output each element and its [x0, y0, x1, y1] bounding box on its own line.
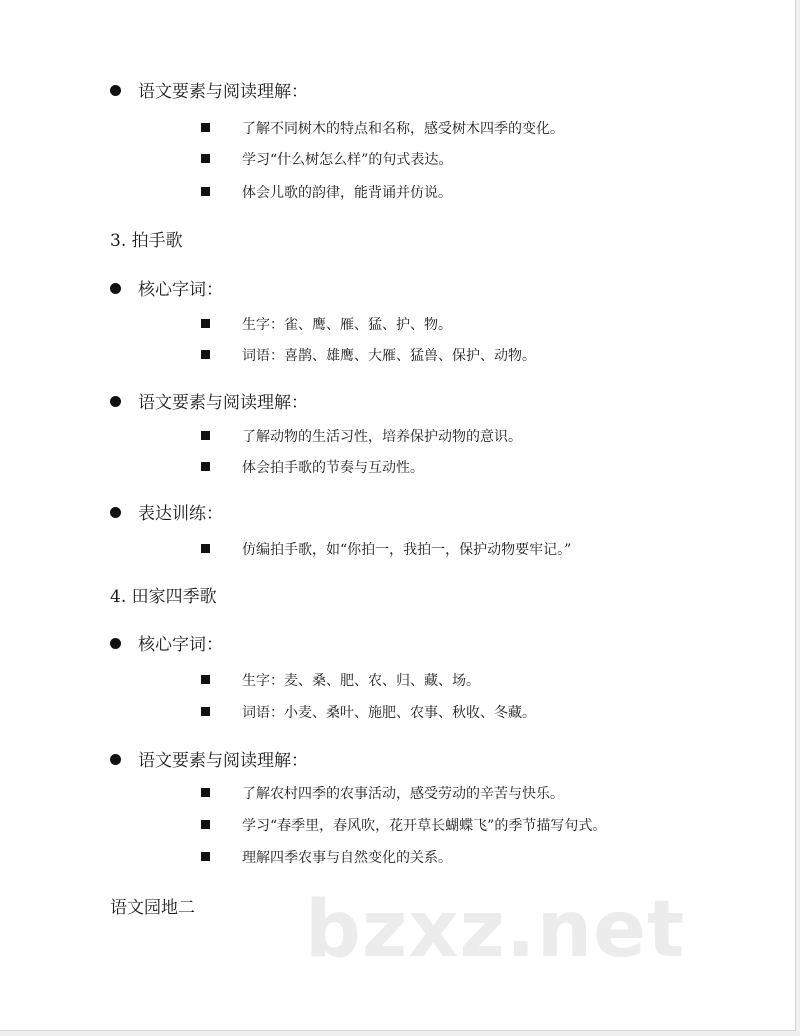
- sub-bullet-item: [201, 787, 564, 801]
- section-heading: [110, 897, 195, 918]
- watermark: bzxz.net: [305, 885, 686, 975]
- bullet-item: [110, 634, 223, 655]
- square-bullet-icon: [201, 431, 210, 440]
- line-text: 语文园地二: [110, 897, 195, 918]
- line-text: 核心字词：: [138, 634, 223, 655]
- sub-bullet-item: [201, 153, 452, 167]
- line-text: 理解四季农事与自然变化的关系。: [242, 850, 452, 866]
- line-text: 3. 拍手歌: [110, 230, 183, 251]
- square-bullet-icon: [201, 852, 210, 861]
- sub-bullet-item: [201, 430, 522, 444]
- bullet-dot-icon: [110, 396, 121, 407]
- bullet-dot-icon: [110, 283, 121, 294]
- sub-bullet-item: [201, 706, 536, 720]
- line-text: 了解不同树木的特点和名称，感受树木四季的变化。: [242, 121, 564, 137]
- bullet-item: [110, 503, 223, 524]
- line-text: 词语：小麦、桑叶、施肥、农事、秋收、冬藏。: [242, 705, 536, 721]
- square-bullet-icon: [201, 319, 210, 328]
- line-text: 学习“春季里，春风吹，花开草长蝴蝶飞”的季节描写句式。: [242, 818, 607, 834]
- square-bullet-icon: [201, 707, 210, 716]
- sub-bullet-item: [201, 461, 424, 475]
- sub-bullet-item: [201, 674, 480, 688]
- line-text: 表达训练：: [138, 503, 223, 524]
- sub-bullet-item: [201, 186, 452, 200]
- bullet-dot-icon: [110, 754, 121, 765]
- square-bullet-icon: [201, 544, 210, 553]
- sub-bullet-item: [201, 543, 571, 557]
- line-text: 了解动物的生活习性，培养保护动物的意识。: [242, 429, 522, 445]
- square-bullet-icon: [201, 675, 210, 684]
- line-text: 体会拍手歌的节奏与互动性。: [242, 460, 424, 476]
- square-bullet-icon: [201, 350, 210, 359]
- line-text: 仿编拍手歌，如“你拍一，我拍一，保护动物要牢记。”: [242, 542, 572, 558]
- bullet-item: [110, 750, 308, 771]
- line-text: 生字：麦、桑、肥、农、归、藏、场。: [242, 673, 480, 689]
- square-bullet-icon: [201, 788, 210, 797]
- line-text: 词语：喜鹊、雄鹰、大雁、猛兽、保护、动物。: [242, 348, 536, 364]
- line-text: 语文要素与阅读理解：: [138, 81, 308, 102]
- line-text: 了解农村四季的农事活动，感受劳动的辛苦与快乐。: [242, 786, 564, 802]
- square-bullet-icon: [201, 462, 210, 471]
- line-text: 体会儿歌的韵律，能背诵并仿说。: [242, 185, 452, 201]
- line-text: 生字：雀、鹰、雁、猛、护、物。: [242, 317, 452, 333]
- bullet-item: [110, 392, 308, 413]
- section-heading: [110, 586, 217, 607]
- line-text: 核心字词：: [138, 279, 223, 300]
- square-bullet-icon: [201, 123, 210, 132]
- sub-bullet-item: [201, 819, 606, 833]
- square-bullet-icon: [201, 820, 210, 829]
- sub-bullet-item: [201, 318, 452, 332]
- sub-bullet-item: [201, 851, 452, 865]
- bullet-dot-icon: [110, 507, 121, 518]
- square-bullet-icon: [201, 187, 210, 196]
- line-text: 学习“什么树怎么样”的句式表达。: [242, 152, 453, 168]
- line-text: 4. 田家四季歌: [110, 586, 217, 607]
- sub-bullet-item: [201, 122, 564, 136]
- square-bullet-icon: [201, 154, 210, 163]
- bullet-dot-icon: [110, 85, 121, 96]
- bullet-dot-icon: [110, 638, 121, 649]
- line-text: 语文要素与阅读理解：: [138, 392, 308, 413]
- sub-bullet-item: [201, 349, 536, 363]
- section-heading: [110, 230, 183, 251]
- bullet-item: [110, 279, 223, 300]
- line-text: 语文要素与阅读理解：: [138, 750, 308, 771]
- bullet-item: [110, 81, 308, 102]
